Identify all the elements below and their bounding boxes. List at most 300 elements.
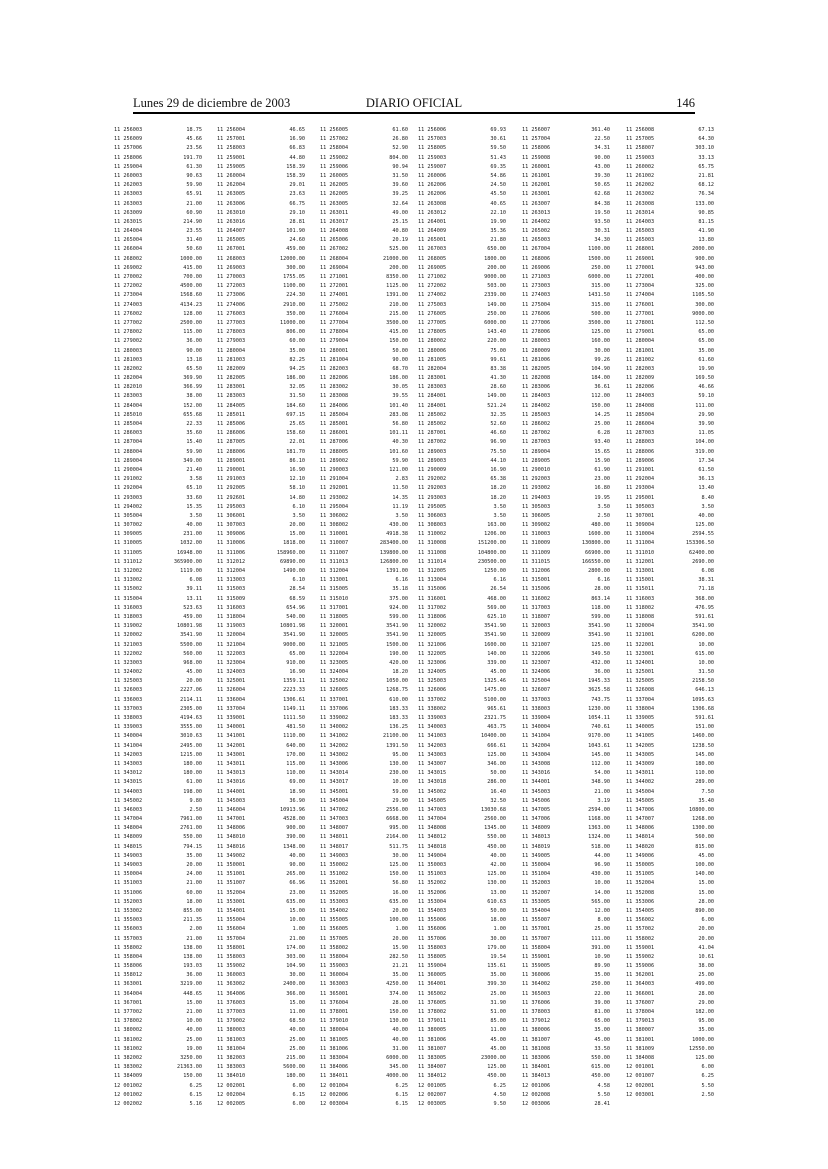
- row-value: 6.08: [701, 568, 714, 574]
- row-code: 11 349006: [626, 852, 655, 859]
- table-row: [217, 980, 305, 989]
- row-code: 11 350001: [217, 862, 246, 868]
- table-row: [418, 898, 506, 907]
- row-code: 11 265001: [418, 237, 447, 244]
- row-code: 11 282008: [522, 375, 551, 382]
- row-value: 10800.00: [689, 806, 714, 813]
- row-code: 11 349003: [320, 852, 349, 859]
- table-row: [320, 172, 408, 181]
- table-row: [522, 420, 610, 429]
- row-value: 96.90: [594, 862, 610, 868]
- row-value: 13030.68: [481, 806, 506, 813]
- row-value: 28.54: [289, 586, 305, 593]
- row-code: 11 276001: [626, 301, 655, 308]
- table-row: [418, 521, 506, 530]
- row-code: 11 381002: [114, 1045, 143, 1052]
- table-row: [626, 769, 714, 778]
- row-code: 11 382002: [114, 1054, 143, 1061]
- table-column: [320, 126, 408, 1109]
- row-code: 11 257005: [626, 136, 655, 143]
- table-row: [320, 732, 408, 741]
- row-code: 11 271002: [418, 274, 447, 280]
- row-code: 11 257002: [320, 136, 349, 143]
- table-row: [418, 815, 506, 824]
- row-code: 11 267004: [522, 246, 551, 253]
- row-code: 11 307003: [217, 522, 246, 529]
- row-code: 11 343003: [418, 751, 447, 758]
- table-row: [626, 971, 714, 980]
- table-row: [522, 383, 610, 392]
- row-value: 16.00: [392, 889, 408, 896]
- row-code: 11 359001: [522, 953, 551, 960]
- table-row: [320, 301, 408, 310]
- row-value: 200.00: [389, 264, 408, 271]
- row-value: 67.13: [698, 127, 714, 133]
- table-row: [522, 889, 610, 898]
- table-row: [522, 1017, 610, 1026]
- row-code: 11 294002: [114, 503, 143, 510]
- row-value: 3541.90: [484, 632, 506, 639]
- table-row: [522, 622, 610, 631]
- row-code: 11 351002: [320, 871, 349, 878]
- table-row: [626, 503, 714, 512]
- row-code: 11 359006: [626, 963, 655, 970]
- row-code: 11 338004: [626, 705, 655, 712]
- row-value: 2761.00: [180, 825, 202, 832]
- row-code: 11 259006: [320, 163, 349, 170]
- row-value: 9000.00: [484, 274, 506, 280]
- table-row: [418, 1091, 506, 1100]
- table-row: [114, 411, 202, 420]
- row-code: 11 380006: [522, 1027, 551, 1034]
- table-row: [626, 475, 714, 484]
- row-code: 11 353002: [114, 907, 143, 914]
- table-row: [114, 218, 202, 227]
- row-value: 35.00: [289, 347, 305, 354]
- table-row: [217, 1054, 305, 1063]
- table-row: [626, 980, 714, 989]
- row-value: 69.93: [490, 127, 506, 133]
- table-row: [522, 273, 610, 282]
- table-row: [217, 907, 305, 916]
- row-code: 11 378001: [320, 1009, 349, 1015]
- row-code: 11 320003: [522, 623, 551, 630]
- row-value: 15.90: [594, 457, 610, 464]
- row-value: 65.38: [490, 476, 506, 483]
- row-value: 59.90: [392, 457, 408, 464]
- row-value: 282.50: [389, 953, 408, 960]
- table-row: [320, 255, 408, 264]
- row-value: 163.00: [487, 522, 506, 529]
- row-value: 6.10: [292, 503, 305, 510]
- table-row: [114, 1082, 202, 1091]
- table-row: [114, 778, 202, 787]
- table-row: [522, 935, 610, 944]
- table-row: [320, 209, 408, 218]
- row-code: 11 343001: [217, 751, 246, 758]
- row-code: 11 324005: [418, 669, 447, 676]
- table-row: [217, 558, 305, 567]
- table-row: [626, 512, 714, 521]
- row-code: 11 260004: [217, 172, 246, 179]
- row-value: 480.00: [591, 522, 610, 529]
- row-code: 11 275003: [418, 301, 447, 308]
- row-value: 224.30: [286, 292, 305, 299]
- table-row: [114, 347, 202, 356]
- table-row: [114, 438, 202, 447]
- table-row: [114, 273, 202, 282]
- table-row: [217, 218, 305, 227]
- table-row: [418, 457, 506, 466]
- table-row: [217, 833, 305, 842]
- row-code: 11 263014: [626, 209, 655, 216]
- row-value: 21.00: [186, 1009, 202, 1015]
- row-value: 166550.00: [581, 558, 610, 565]
- table-row: [320, 291, 408, 300]
- row-value: 62400.00: [689, 549, 714, 556]
- table-row: [320, 448, 408, 457]
- table-row: [320, 374, 408, 383]
- row-code: 11 365002: [418, 990, 447, 997]
- row-value: 44.80: [289, 154, 305, 161]
- row-value: 66900.00: [585, 549, 610, 556]
- table-row: [626, 999, 714, 1008]
- table-row: [418, 402, 506, 411]
- header-date: Lunes 29 de diciembre de 2003: [133, 96, 291, 110]
- row-code: 11 273003: [522, 283, 551, 290]
- row-value: 99.26: [594, 356, 610, 363]
- row-code: 11 309005: [114, 531, 143, 538]
- row-code: 11 377003: [217, 1009, 246, 1015]
- table-row: [320, 925, 408, 934]
- table-row: [626, 245, 714, 254]
- table-row: [320, 788, 408, 797]
- row-value: 41.04: [698, 944, 714, 951]
- row-code: 12 001006: [522, 1082, 551, 1089]
- table-row: [114, 374, 202, 383]
- table-row: [418, 999, 506, 1008]
- table-row: [114, 530, 202, 539]
- row-code: 11 345004: [626, 788, 655, 795]
- table-row: [320, 503, 408, 512]
- row-value: 35.00: [698, 347, 714, 354]
- row-code: 11 345001: [320, 788, 349, 795]
- row-value: 968.00: [183, 659, 202, 666]
- row-code: 11 311009: [522, 549, 551, 556]
- table-row: [418, 631, 506, 640]
- table-row: [418, 907, 506, 916]
- table-row: [217, 714, 305, 723]
- row-code: 11 282002: [114, 365, 143, 372]
- row-value: 50.00: [392, 347, 408, 354]
- table-row: [320, 723, 408, 732]
- row-value: 3.58: [189, 476, 202, 483]
- table-row: [522, 705, 610, 714]
- row-code: 11 277003: [217, 319, 246, 326]
- row-value: 10.00: [698, 641, 714, 648]
- table-row: [522, 1091, 610, 1100]
- row-value: 18.00: [186, 898, 202, 905]
- row-value: 40.00: [490, 852, 506, 859]
- row-code: 11 264009: [418, 228, 447, 235]
- table-row: [320, 549, 408, 558]
- table-row: [320, 567, 408, 576]
- row-value: 46.60: [490, 430, 506, 437]
- row-code: 11 282006: [320, 375, 349, 382]
- row-code: 11 354002: [320, 907, 349, 914]
- row-code: 11 257003: [418, 136, 447, 143]
- row-value: 180.00: [695, 760, 714, 767]
- row-value: 5500.00: [180, 641, 202, 648]
- row-value: 11.05: [698, 430, 714, 437]
- row-value: 15.40: [186, 439, 202, 446]
- table-row: [418, 668, 506, 677]
- row-code: 11 287002: [522, 430, 551, 437]
- table-row: [626, 494, 714, 503]
- row-code: 11 337002: [418, 696, 447, 703]
- row-code: 11 295001: [626, 494, 655, 501]
- table-row: [217, 209, 305, 218]
- row-code: 11 347006: [522, 816, 551, 823]
- table-row: [114, 172, 202, 181]
- table-row: [320, 347, 408, 356]
- row-value: 104.90: [286, 963, 305, 970]
- row-code: 11 262004: [217, 182, 246, 189]
- table-row: [626, 1008, 714, 1017]
- table-row: [522, 448, 610, 457]
- row-code: 11 284003: [522, 393, 551, 400]
- table-row: [418, 843, 506, 852]
- row-value: 3.50: [395, 512, 408, 519]
- row-value: 15.35: [186, 503, 202, 510]
- row-value: 3541.90: [386, 632, 408, 639]
- row-value: 1105.50: [692, 292, 714, 299]
- table-row: [626, 291, 714, 300]
- row-value: 40.00: [392, 1036, 408, 1043]
- table-row: [320, 1072, 408, 1081]
- table-row: [320, 677, 408, 686]
- row-code: 11 259003: [626, 154, 655, 161]
- row-code: 11 320004: [626, 623, 655, 630]
- table-row: [626, 935, 714, 944]
- row-code: 11 282004: [418, 365, 447, 372]
- row-code: 11 285002: [418, 411, 447, 418]
- row-code: 11 316003: [217, 604, 246, 611]
- table-column: [217, 126, 305, 1109]
- table-row: [217, 365, 305, 374]
- table-row: [114, 760, 202, 769]
- row-code: 11 363003: [320, 981, 349, 988]
- table-row: [418, 824, 506, 833]
- table-row: [217, 512, 305, 521]
- row-value: 59.90: [186, 448, 202, 455]
- row-value: 10400.00: [481, 733, 506, 740]
- row-value: 8350.00: [386, 274, 408, 280]
- row-code: 11 279002: [114, 338, 143, 345]
- row-code: 11 358004: [114, 953, 143, 960]
- table-row: [626, 806, 714, 815]
- row-code: 11 363001: [114, 981, 143, 988]
- row-value: 29.90: [698, 411, 714, 418]
- row-value: 2223.33: [283, 687, 305, 694]
- row-value: 24.60: [289, 237, 305, 244]
- table-row: [418, 273, 506, 282]
- table-row: [217, 549, 305, 558]
- row-value: 6.28: [597, 430, 610, 437]
- row-value: 1000.00: [692, 1036, 714, 1043]
- table-row: [114, 1036, 202, 1045]
- row-code: 11 376007: [626, 999, 655, 1006]
- row-code: 11 284008: [626, 402, 655, 409]
- table-row: [114, 861, 202, 870]
- row-value: 1230.00: [588, 705, 610, 712]
- table-row: [418, 236, 506, 245]
- table-row: [522, 475, 610, 484]
- table-row: [626, 833, 714, 842]
- row-value: 365900.00: [173, 558, 202, 565]
- row-code: 11 363002: [217, 981, 246, 988]
- row-code: 11 258007: [626, 145, 655, 152]
- table-row: [418, 190, 506, 199]
- row-value: 34.31: [594, 145, 610, 152]
- row-code: 11 263005: [217, 191, 246, 198]
- row-value: 23.56: [186, 145, 202, 152]
- table-row: [217, 1017, 305, 1026]
- row-code: 11 282005: [522, 365, 551, 372]
- row-value: 36.61: [594, 384, 610, 391]
- row-value: 169.50: [695, 375, 714, 382]
- row-code: 11 292004: [626, 476, 655, 483]
- row-code: 11 341003: [418, 733, 447, 740]
- row-code: 11 359002: [217, 963, 246, 970]
- table-row: [320, 944, 408, 953]
- row-code: 11 287001: [418, 430, 447, 437]
- row-code: 11 346004: [217, 806, 246, 813]
- row-code: 11 353005: [522, 898, 551, 905]
- row-value: 38.00: [698, 963, 714, 970]
- table-row: [217, 990, 305, 999]
- row-code: 11 289001: [217, 457, 246, 464]
- table-row: [320, 328, 408, 337]
- row-code: 11 282009: [217, 365, 246, 372]
- row-value: 69890.00: [280, 558, 305, 565]
- row-code: 11 306001: [217, 512, 246, 519]
- row-value: 10801.98: [177, 623, 202, 630]
- row-code: 11 264004: [114, 228, 143, 235]
- row-value: 1391.50: [386, 742, 408, 749]
- table-row: [217, 677, 305, 686]
- row-code: 11 263009: [114, 209, 143, 216]
- row-value: 6.15: [395, 1100, 408, 1107]
- row-code: 11 276004: [320, 310, 349, 317]
- table-row: [626, 356, 714, 365]
- row-code: 11 283006: [522, 384, 551, 391]
- table-row: [626, 392, 714, 401]
- row-value: 90.00: [186, 347, 202, 354]
- row-value: 794.15: [183, 843, 202, 850]
- row-code: 11 358003: [418, 944, 447, 951]
- table-row: [418, 163, 506, 172]
- row-code: 11 312001: [626, 558, 655, 565]
- row-code: 11 315005: [320, 586, 349, 593]
- row-value: 181.70: [286, 448, 305, 455]
- row-value: 230.00: [389, 770, 408, 777]
- row-code: 11 349003: [114, 852, 143, 859]
- row-code: 11 354005: [626, 907, 655, 914]
- row-code: 11 264003: [626, 218, 655, 225]
- row-value: 666.61: [487, 742, 506, 749]
- header-journal-title: DIARIO OFICIAL: [365, 96, 463, 110]
- table-row: [320, 218, 408, 227]
- row-value: 65.91: [186, 191, 202, 198]
- table-row: [626, 301, 714, 310]
- table-row: [114, 732, 202, 741]
- row-value: 14.35: [392, 494, 408, 501]
- row-value: 28.00: [594, 586, 610, 593]
- table-row: [522, 1036, 610, 1045]
- table-row: [626, 898, 714, 907]
- row-code: 12 003005: [418, 1100, 447, 1107]
- row-code: 11 381009: [626, 1045, 655, 1052]
- row-code: 11 306005: [522, 512, 551, 519]
- row-code: 11 348007: [320, 825, 349, 832]
- table-row: [217, 1091, 305, 1100]
- row-code: 11 284001: [418, 393, 447, 400]
- row-code: 11 284005: [217, 402, 246, 409]
- row-value: 10.00: [289, 917, 305, 924]
- table-row: [522, 650, 610, 659]
- table-row: [626, 163, 714, 172]
- table-row: [217, 852, 305, 861]
- table-row: [418, 953, 506, 962]
- table-row: [320, 521, 408, 530]
- row-code: 12 002006: [320, 1091, 349, 1098]
- table-row: [217, 319, 305, 328]
- row-value: 35.18: [392, 586, 408, 593]
- row-code: 11 263003: [114, 191, 143, 198]
- row-code: 11 262002: [626, 182, 655, 189]
- row-value: 20.00: [289, 522, 305, 529]
- table-row: [626, 751, 714, 760]
- table-row: [418, 677, 506, 686]
- row-value: 9000.00: [692, 310, 714, 317]
- table-row: [114, 870, 202, 879]
- table-row: [418, 980, 506, 989]
- row-code: 11 293003: [114, 494, 143, 501]
- row-value: 615.00: [695, 650, 714, 657]
- table-row: [217, 301, 305, 310]
- table-row: [522, 558, 610, 567]
- table-row: [114, 999, 202, 1008]
- row-code: 11 343004: [522, 751, 551, 758]
- table-row: [320, 806, 408, 815]
- row-code: 11 287002: [418, 439, 447, 446]
- row-code: 11 310005: [114, 540, 143, 547]
- table-row: [114, 255, 202, 264]
- row-value: 10.00: [392, 779, 408, 786]
- row-value: 21.00: [186, 935, 202, 942]
- row-code: 11 310004: [626, 531, 655, 538]
- row-value: 655.68: [183, 411, 202, 418]
- row-code: 11 345003: [522, 788, 551, 795]
- row-value: 476.95: [695, 604, 714, 611]
- table-row: [320, 907, 408, 916]
- row-code: 11 317003: [522, 604, 551, 611]
- table-row: [626, 852, 714, 861]
- row-code: 11 292601: [217, 494, 246, 501]
- row-value: 65.00: [594, 1018, 610, 1025]
- table-row: [522, 466, 610, 475]
